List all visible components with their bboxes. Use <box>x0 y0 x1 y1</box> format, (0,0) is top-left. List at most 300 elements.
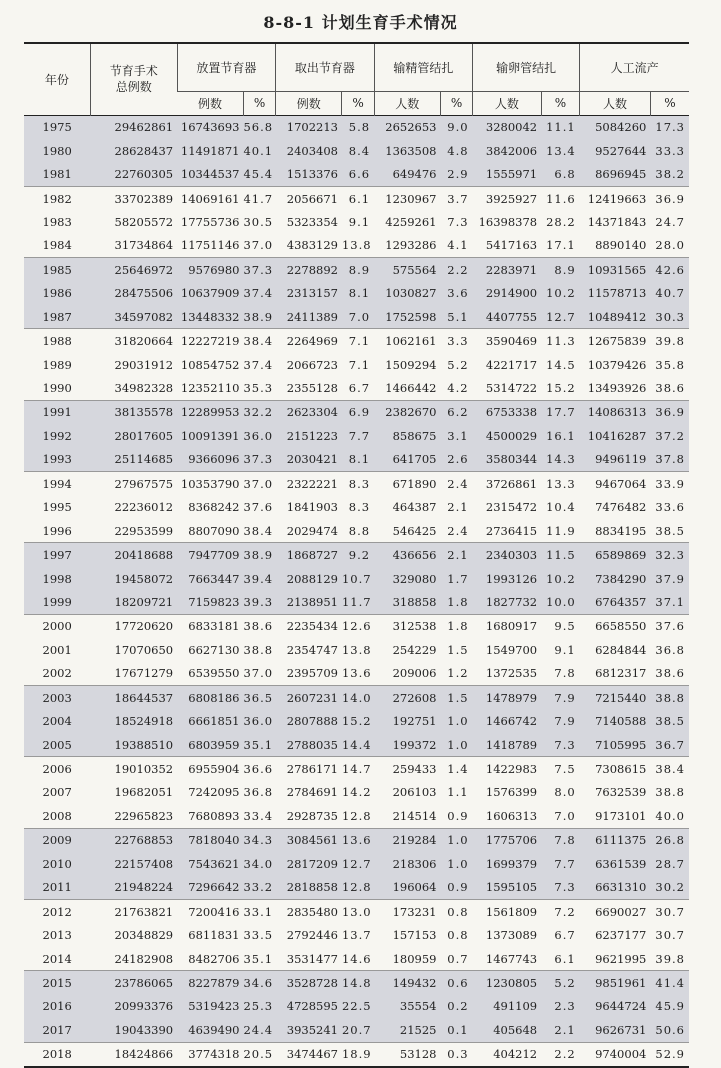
cell-total: 21763821 <box>90 899 177 923</box>
cell-percent: 2.9 <box>440 162 472 186</box>
cell-year: 1994 <box>24 472 90 496</box>
cell-count: 5323354 <box>286 214 338 229</box>
cell-count: 6812317 <box>595 666 647 681</box>
cell-count: 546425 <box>392 523 437 538</box>
cell-count: 259433 <box>374 757 440 781</box>
cell-percent: 39.4 <box>243 567 275 590</box>
cell-count: 9644724 <box>580 995 651 1018</box>
table-row <box>24 781 689 804</box>
cell-year: 2014 <box>42 951 72 966</box>
cell-count: 329080 <box>374 567 440 590</box>
cell-count: 2623304 <box>276 400 342 424</box>
cell-count: 1561809 <box>473 899 542 923</box>
cell-year: 1989 <box>42 357 72 372</box>
cell-percent: 41.4 <box>650 971 689 995</box>
cell-total: 23786065 <box>90 971 177 995</box>
cell-percent: 2.1 <box>541 1018 580 1042</box>
cell-count: 218306 <box>374 852 440 875</box>
cell-percent: 7.9 <box>541 686 580 710</box>
cell-percent: 38.4 <box>650 757 689 781</box>
cell-count: 1293286 <box>385 238 437 253</box>
cell-year: 2006 <box>24 757 90 781</box>
cell-count: 6284844 <box>595 642 647 657</box>
cell-count: 9576980 <box>177 258 243 282</box>
cell-percent: 8.1 <box>342 282 374 305</box>
cell-percent: 30.3 <box>650 305 689 329</box>
cell-percent: 39.8 <box>650 329 689 353</box>
cell-count: 2355128 <box>286 381 338 396</box>
cell-year: 1981 <box>24 162 90 186</box>
cell-percent: 11.3 <box>541 329 580 353</box>
cell-count: 4383129 <box>286 238 338 253</box>
cell-count: 2322221 <box>276 472 342 496</box>
cell-count: 214514 <box>392 808 437 823</box>
cell-percent: 2.2 <box>440 258 472 282</box>
table-body <box>24 115 689 1067</box>
cell-count: 2029474 <box>286 523 338 538</box>
cell-year: 2000 <box>24 614 90 638</box>
cell-count: 10637909 <box>177 282 243 305</box>
cell-count: 858675 <box>374 424 440 447</box>
table-row <box>24 543 689 567</box>
cell-percent: 35.8 <box>655 357 685 372</box>
cell-count: 12227219 <box>177 329 243 353</box>
cell-percent: 6.1 <box>342 186 374 210</box>
table-row <box>24 424 689 447</box>
cell-count: 2928735 <box>286 808 338 823</box>
cell-total: 20418688 <box>90 543 177 567</box>
table-row <box>24 329 689 353</box>
cell-count: 6627130 <box>188 642 240 657</box>
cell-count: 1062161 <box>374 329 440 353</box>
cell-year: 1992 <box>24 424 90 447</box>
cell-count: 8482706 <box>188 951 240 966</box>
cell-count: 13448332 <box>177 305 243 329</box>
cell-percent: 13.6 <box>342 828 374 852</box>
cell-total: 20993376 <box>90 995 177 1018</box>
cell-percent: 7.9 <box>541 709 580 732</box>
cell-count: 1230805 <box>473 971 542 995</box>
cell-percent: 36.0 <box>243 424 275 447</box>
cell-count: 5319423 <box>177 995 243 1018</box>
cell-percent: 1.0 <box>440 709 472 732</box>
cell-percent: 7.8 <box>554 666 576 681</box>
cell-percent: 33.6 <box>655 500 685 515</box>
cell-percent: 15.2 <box>342 709 374 732</box>
cell-count: 219284 <box>374 828 440 852</box>
cell-count: 6808186 <box>177 686 243 710</box>
cell-count: 7947709 <box>177 543 243 567</box>
cell-count: 1466442 <box>385 381 437 396</box>
cell-percent: 38.4 <box>243 329 275 353</box>
header-iud-remove: 取出节育器 <box>276 43 375 91</box>
cell-count: 1513376 <box>276 162 342 186</box>
cell-year: 2003 <box>24 686 90 710</box>
table-row <box>24 638 689 661</box>
cell-percent: 11.7 <box>342 590 374 614</box>
cell-percent: 37.8 <box>650 448 689 472</box>
cell-count: 14371843 <box>587 214 647 229</box>
table-row <box>24 804 689 828</box>
table-row <box>24 614 689 638</box>
table-row <box>24 828 689 852</box>
cell-total: 18209721 <box>90 590 177 614</box>
cell-count: 157153 <box>392 928 437 943</box>
cell-percent: 36.7 <box>650 733 689 757</box>
cell-count: 10091391 <box>177 424 243 447</box>
cell-year: 2012 <box>24 899 90 923</box>
cell-year: 2002 <box>42 666 72 681</box>
cell-year: 2016 <box>24 995 90 1018</box>
cell-percent: 0.2 <box>440 995 472 1018</box>
cell-percent: 5.2 <box>447 357 469 372</box>
cell-percent: 13.8 <box>341 642 372 657</box>
cell-percent: 1.0 <box>440 852 472 875</box>
cell-percent: 38.5 <box>650 709 689 732</box>
cell-count: 1752598 <box>374 305 440 329</box>
cell-percent: 13.0 <box>342 899 374 923</box>
cell-count: 10931565 <box>580 258 651 282</box>
table-row <box>24 472 689 496</box>
cell-percent: 14.7 <box>342 757 374 781</box>
cell-percent: 37.6 <box>650 614 689 638</box>
cell-percent: 1.1 <box>447 785 469 800</box>
cell-percent: 36.9 <box>650 186 689 210</box>
cell-total: 18424866 <box>90 1042 177 1067</box>
cell-total: 28017605 <box>90 424 177 447</box>
cell-count: 35554 <box>374 995 440 1018</box>
cell-count: 149432 <box>374 971 440 995</box>
cell-count: 7159823 <box>177 590 243 614</box>
cell-percent: 38.8 <box>650 686 689 710</box>
cell-percent: 2.2 <box>541 1042 580 1067</box>
cell-count: 6361539 <box>580 852 651 875</box>
cell-percent: 37.3 <box>243 258 275 282</box>
cell-count: 491109 <box>473 995 542 1018</box>
cell-percent: 0.9 <box>447 808 469 823</box>
cell-count: 1595105 <box>473 876 542 900</box>
cell-percent: 12.8 <box>342 876 374 900</box>
cell-count: 2315472 <box>485 500 538 515</box>
cell-percent: 32.3 <box>650 543 689 567</box>
cell-count: 1775706 <box>473 828 542 852</box>
cell-percent: 36.8 <box>243 785 274 800</box>
cell-count: 6237177 <box>595 928 647 943</box>
cell-percent: 0.8 <box>440 899 472 923</box>
cell-count: 2736415 <box>485 523 538 538</box>
cell-year: 1985 <box>24 258 90 282</box>
cell-count: 1230967 <box>374 186 440 210</box>
cell-count: 12352110 <box>180 381 240 396</box>
cell-percent: 0.9 <box>440 876 472 900</box>
cell-percent: 34.6 <box>243 971 275 995</box>
cell-year: 1998 <box>24 567 90 590</box>
cell-total: 29031912 <box>114 357 174 372</box>
cell-count: 3726861 <box>473 472 542 496</box>
cell-count: 14086313 <box>580 400 651 424</box>
cell-count: 9173101 <box>595 808 647 823</box>
cell-count: 199372 <box>374 733 440 757</box>
cell-count: 3774318 <box>177 1042 243 1067</box>
cell-count: 4407755 <box>473 305 542 329</box>
cell-count: 7543621 <box>177 852 243 875</box>
cell-count: 575564 <box>374 258 440 282</box>
cell-count: 8807090 <box>188 523 240 538</box>
cell-year: 2007 <box>42 785 72 800</box>
cell-percent: 8.3 <box>342 472 374 496</box>
cell-percent: 38.8 <box>243 642 274 657</box>
cell-percent: 36.6 <box>243 757 275 781</box>
cell-percent: 33.1 <box>243 899 275 923</box>
cell-percent: 24.4 <box>243 1018 275 1042</box>
cell-count: 1680917 <box>473 614 542 638</box>
cell-count: 11491871 <box>177 139 243 162</box>
cell-count: 7105995 <box>580 733 651 757</box>
table-row <box>24 971 689 995</box>
cell-total: 22760305 <box>90 162 177 186</box>
cell-total: 34597082 <box>90 305 177 329</box>
subheader-cases: 例数 <box>177 91 243 115</box>
cell-count: 2652653 <box>374 115 440 139</box>
cell-percent: 37.6 <box>243 500 274 515</box>
cell-percent: 0.1 <box>440 1018 472 1042</box>
cell-year: 2013 <box>42 928 72 943</box>
cell-percent: 12.7 <box>342 852 374 875</box>
cell-percent: 14.5 <box>546 357 576 372</box>
cell-percent: 28.2 <box>546 214 576 229</box>
cell-count: 12419663 <box>580 186 651 210</box>
cell-percent: 40.7 <box>650 282 689 305</box>
cell-count: 7140588 <box>580 709 651 732</box>
cell-total: 19682051 <box>114 785 174 800</box>
cell-percent: 50.6 <box>650 1018 689 1042</box>
cell-count: 12289953 <box>177 400 243 424</box>
header-year: 年份 <box>44 72 69 87</box>
cell-count: 2030421 <box>276 448 342 472</box>
cell-percent: 9.1 <box>554 642 576 657</box>
table-row <box>24 139 689 162</box>
cell-year: 2017 <box>24 1018 90 1042</box>
cell-percent: 8.0 <box>554 785 576 800</box>
cell-percent: 8.8 <box>348 523 371 538</box>
cell-count: 6753338 <box>473 400 542 424</box>
cell-percent: 33.2 <box>243 876 275 900</box>
cell-percent: 39.8 <box>655 951 685 966</box>
cell-count: 9527644 <box>580 139 651 162</box>
cell-count: 16743693 <box>177 115 243 139</box>
cell-count: 173231 <box>374 899 440 923</box>
cell-count: 404212 <box>473 1042 542 1067</box>
cell-percent: 2.6 <box>440 448 472 472</box>
cell-count: 7296642 <box>177 876 243 900</box>
cell-count: 7663447 <box>177 567 243 590</box>
header-abortion: 人工流产 <box>580 43 689 91</box>
cell-percent: 7.1 <box>348 357 371 372</box>
cell-count: 2264969 <box>276 329 342 353</box>
cell-percent: 32.2 <box>243 400 275 424</box>
cell-year: 1982 <box>24 186 90 210</box>
cell-count: 2607231 <box>276 686 342 710</box>
cell-total: 20348829 <box>114 928 174 943</box>
subheader-persons: 人数 <box>473 91 542 115</box>
subheader-pct: % <box>440 91 472 115</box>
cell-count: 2066723 <box>286 357 338 372</box>
table-row <box>24 876 689 900</box>
cell-year: 2009 <box>24 828 90 852</box>
cell-percent: 0.3 <box>440 1042 472 1067</box>
cell-percent: 4.1 <box>447 238 469 253</box>
cell-total: 22768853 <box>90 828 177 852</box>
cell-total: 19388510 <box>90 733 177 757</box>
cell-year: 2004 <box>24 709 90 732</box>
cell-percent: 1.2 <box>447 666 469 681</box>
cell-total: 33702389 <box>90 186 177 210</box>
cell-count: 6589869 <box>580 543 651 567</box>
cell-percent: 0.7 <box>447 951 469 966</box>
cell-count: 2788035 <box>276 733 342 757</box>
cell-count: 10379426 <box>587 357 647 372</box>
cell-percent: 37.0 <box>243 666 274 681</box>
cell-count: 6661851 <box>177 709 243 732</box>
cell-count: 2354747 <box>286 642 338 657</box>
cell-percent: 6.7 <box>348 381 371 396</box>
cell-count: 1418789 <box>473 733 542 757</box>
cell-count: 3474467 <box>276 1042 342 1067</box>
cell-total: 38135578 <box>90 400 177 424</box>
cell-percent: 13.7 <box>341 928 372 943</box>
cell-total: 25646972 <box>90 258 177 282</box>
cell-count: 2340303 <box>473 543 542 567</box>
cell-count: 4259261 <box>385 214 437 229</box>
cell-percent: 17.1 <box>546 238 576 253</box>
cell-count: 2817209 <box>276 852 342 875</box>
subheader-cases: 例数 <box>276 91 342 115</box>
header-total <box>90 43 177 115</box>
cell-percent: 12.6 <box>342 614 374 638</box>
cell-total: 19010352 <box>90 757 177 781</box>
cell-percent: 37.0 <box>243 472 275 496</box>
cell-percent: 7.7 <box>541 852 580 875</box>
cell-count: 3280042 <box>473 115 542 139</box>
cell-total: 19458072 <box>90 567 177 590</box>
cell-count: 254229 <box>392 642 437 657</box>
cell-year: 1984 <box>42 238 72 253</box>
cell-count: 2411389 <box>276 305 342 329</box>
cell-percent: 34.0 <box>243 852 275 875</box>
table-row <box>24 995 689 1018</box>
cell-count: 10353790 <box>177 472 243 496</box>
cell-percent: 38.6 <box>655 381 685 396</box>
cell-percent: 2.1 <box>447 500 469 515</box>
cell-percent: 14.8 <box>342 971 374 995</box>
cell-count: 21525 <box>374 1018 440 1042</box>
cell-count: 10344537 <box>177 162 243 186</box>
cell-year: 1993 <box>24 448 90 472</box>
cell-percent: 14.6 <box>341 951 372 966</box>
cell-percent: 0.8 <box>447 928 469 943</box>
cell-count: 53128 <box>374 1042 440 1067</box>
table-row <box>24 282 689 305</box>
cell-total: 18644537 <box>90 686 177 710</box>
cell-percent: 37.2 <box>650 424 689 447</box>
cell-count: 6811831 <box>188 928 240 943</box>
cell-percent: 56.8 <box>243 115 275 139</box>
cell-total: 58205572 <box>114 214 174 229</box>
cell-count: 312538 <box>374 614 440 638</box>
cell-percent: 22.5 <box>342 995 374 1018</box>
cell-year: 2010 <box>24 852 90 875</box>
cell-count: 2278892 <box>276 258 342 282</box>
cell-percent: 11.5 <box>541 543 580 567</box>
cell-percent: 3.1 <box>440 424 472 447</box>
cell-total: 17671279 <box>114 666 174 681</box>
cell-count: 8227879 <box>177 971 243 995</box>
cell-count: 4500029 <box>473 424 542 447</box>
cell-percent: 10.2 <box>541 567 580 590</box>
cell-count: 2056671 <box>276 186 342 210</box>
cell-percent: 2.3 <box>541 995 580 1018</box>
cell-percent: 6.6 <box>342 162 374 186</box>
cell-percent: 14.3 <box>541 448 580 472</box>
header-iud-insert: 放置节育器 <box>177 43 276 91</box>
cell-count: 6631310 <box>580 876 651 900</box>
cell-count: 5314722 <box>485 381 538 396</box>
cell-percent: 37.9 <box>650 567 689 590</box>
cell-count: 1868727 <box>276 543 342 567</box>
table-row <box>24 590 689 614</box>
cell-count: 7680893 <box>188 808 240 823</box>
cell-percent: 38.6 <box>655 666 685 681</box>
cell-count: 196064 <box>374 876 440 900</box>
cell-count: 6690027 <box>580 899 651 923</box>
cell-percent: 7.2 <box>541 899 580 923</box>
cell-count: 9740004 <box>580 1042 651 1067</box>
table-row <box>24 662 689 686</box>
cell-count: 13493926 <box>587 381 647 396</box>
cell-count: 436656 <box>374 543 440 567</box>
cell-count: 17755736 <box>180 214 240 229</box>
cell-total: 19043390 <box>90 1018 177 1042</box>
subheader-pct: % <box>243 91 275 115</box>
table-row <box>24 567 689 590</box>
cell-percent: 7.3 <box>541 876 580 900</box>
cell-year: 2011 <box>24 876 90 900</box>
cell-year: 1996 <box>42 523 72 538</box>
cell-percent: 40.0 <box>655 808 685 823</box>
cell-percent: 33.9 <box>650 472 689 496</box>
cell-total: 22236012 <box>114 500 174 515</box>
cell-total: 22157408 <box>90 852 177 875</box>
table-row <box>24 376 689 400</box>
cell-percent: 8.4 <box>342 139 374 162</box>
cell-count: 1555971 <box>473 162 542 186</box>
cell-year: 1980 <box>24 139 90 162</box>
cell-percent: 4.2 <box>447 381 469 396</box>
cell-count: 180959 <box>392 951 437 966</box>
cell-count: 1606313 <box>485 808 538 823</box>
cell-percent: 17.3 <box>650 115 689 139</box>
cell-count: 9496119 <box>580 448 651 472</box>
cell-count: 9467064 <box>580 472 651 496</box>
cell-count: 6955904 <box>177 757 243 781</box>
cell-count: 3842006 <box>473 139 542 162</box>
cell-count: 7632539 <box>595 785 647 800</box>
cell-percent: 5.1 <box>440 305 472 329</box>
cell-count: 1467743 <box>485 951 538 966</box>
cell-count: 1373089 <box>485 928 538 943</box>
cell-count: 11751146 <box>180 238 240 253</box>
cell-total: 29462861 <box>90 115 177 139</box>
